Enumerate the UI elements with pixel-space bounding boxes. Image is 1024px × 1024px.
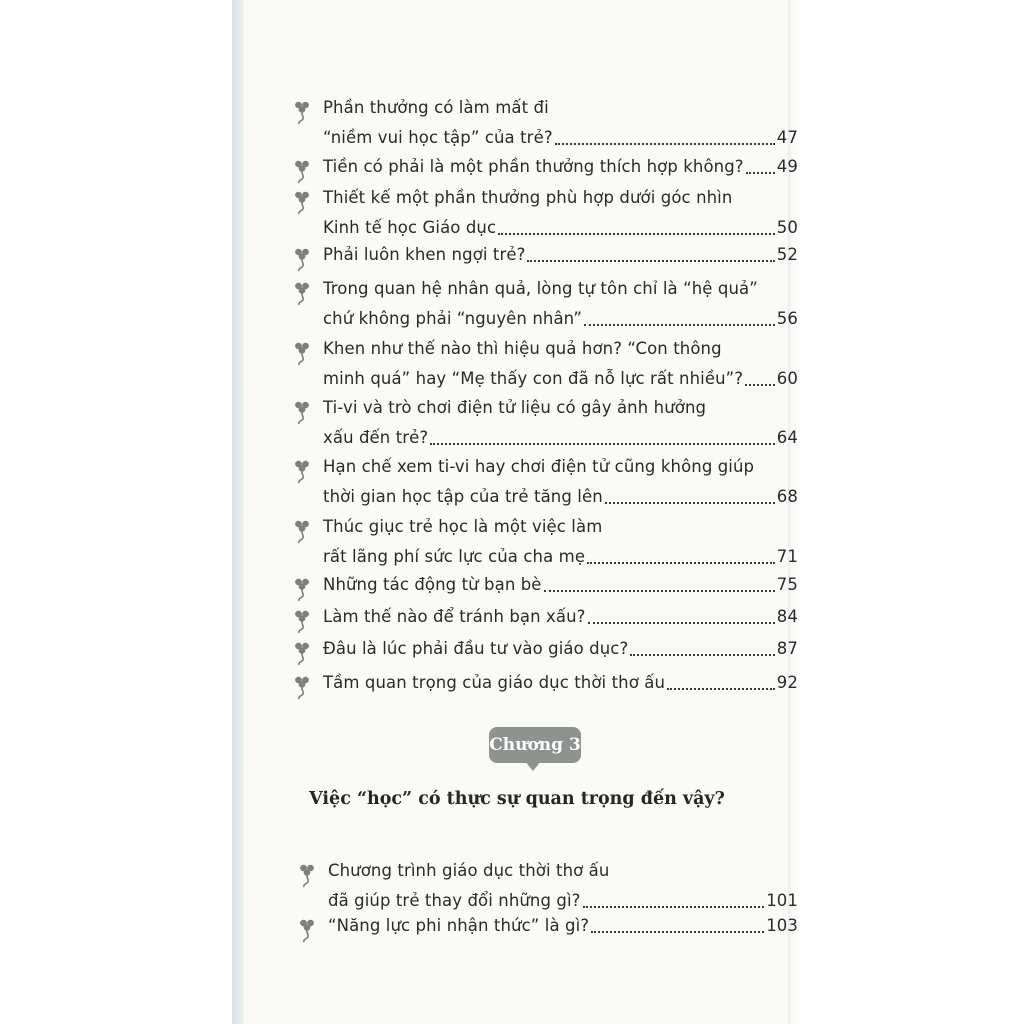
toc-entry-line bbox=[323, 304, 798, 334]
toc-page-number: 56 bbox=[776, 309, 798, 328]
toc-entry-title: Tầm quan trọng của giáo dục thời thơ ấu bbox=[323, 673, 666, 692]
toc-leader-dots bbox=[587, 562, 775, 564]
toc-page-number: 103 bbox=[766, 916, 798, 935]
toc-page-number: 52 bbox=[776, 245, 798, 264]
toc-entry-title: Ti-vi và trò chơi điện tử liệu có gây ảnh hưởng bbox=[323, 398, 707, 417]
toc-entry-title: Chương trình giáo dục thời thơ ấu bbox=[328, 861, 610, 880]
clover-sprout-icon bbox=[292, 608, 312, 636]
toc-page-number: 75 bbox=[776, 575, 798, 594]
toc-page-number: 68 bbox=[776, 487, 798, 506]
toc-entry-title: “niềm vui học tập” của trẻ? bbox=[323, 128, 553, 147]
toc-entry-title: đã giúp trẻ thay đổi những gì? bbox=[328, 891, 581, 910]
clover-sprout-icon bbox=[292, 158, 312, 186]
toc-page-number: 49 bbox=[776, 157, 798, 176]
toc-entry-title: Khen như thế nào thì hiệu quả hơn? “Con thông bbox=[323, 339, 722, 358]
toc-leader-dots bbox=[591, 931, 764, 933]
toc-entry-title: Tiền có phải là một phần thưởng thích hợp không? bbox=[323, 157, 744, 176]
toc-page-number: 50 bbox=[776, 218, 798, 237]
clover-sprout-icon bbox=[292, 246, 312, 274]
toc-leader-dots bbox=[667, 688, 775, 690]
toc-entry-title: Phần thưởng có làm mất đi bbox=[323, 98, 549, 117]
clover-sprout-icon bbox=[292, 399, 312, 427]
clover-sprout-icon bbox=[292, 280, 312, 308]
chapter-label: Chương 3 bbox=[489, 727, 581, 763]
clover-sprout-icon bbox=[292, 674, 312, 702]
toc-entry-title: Phải luôn khen ngợi trẻ? bbox=[323, 245, 526, 264]
toc-entry-line bbox=[323, 482, 798, 512]
toc-page-number: 87 bbox=[776, 639, 798, 658]
chapter-badge bbox=[489, 727, 581, 769]
toc-entry-line bbox=[323, 274, 798, 304]
toc-entry-line bbox=[323, 542, 798, 572]
clover-sprout-icon bbox=[297, 862, 317, 890]
toc-entry-title: minh quá” hay “Mẹ thấy con đã nỗ lực rất nhiều”? bbox=[323, 369, 744, 388]
toc-entry-title: “Năng lực phi nhận thức” là gì? bbox=[328, 916, 590, 935]
chapter-badge-tail bbox=[525, 761, 541, 771]
clover-sprout-icon bbox=[292, 518, 312, 546]
clover-sprout-icon bbox=[292, 340, 312, 368]
page-edge-left bbox=[232, 0, 244, 1024]
toc-entry-line bbox=[323, 668, 798, 698]
toc-leader-dots bbox=[527, 260, 774, 262]
toc-leader-dots bbox=[583, 906, 765, 908]
toc-entry-line bbox=[323, 452, 798, 482]
toc-leader-dots bbox=[584, 324, 775, 326]
toc-entry-line bbox=[323, 634, 798, 664]
toc-entry-title: thời gian học tập của trẻ tăng lên bbox=[323, 487, 603, 506]
toc-page-number: 64 bbox=[776, 428, 798, 447]
toc-entry-line bbox=[323, 334, 798, 364]
toc-entry-line bbox=[323, 240, 798, 270]
toc-page-number: 92 bbox=[776, 673, 798, 692]
toc-leader-dots bbox=[430, 443, 775, 445]
toc-entry-line bbox=[328, 856, 798, 886]
toc-leader-dots bbox=[745, 384, 775, 386]
toc-entry-title: Những tác động từ bạn bè bbox=[323, 575, 542, 594]
toc-entry-line bbox=[323, 123, 798, 153]
toc-page-number: 47 bbox=[776, 128, 798, 147]
toc-entry-line bbox=[323, 93, 798, 123]
clover-sprout-icon bbox=[297, 917, 317, 945]
toc-entry-line bbox=[323, 602, 798, 632]
toc-entry-title: Thiết kế một phần thưởng phù hợp dưới góc nhìn bbox=[323, 188, 733, 207]
toc-entry-line bbox=[323, 183, 798, 213]
toc-leader-dots bbox=[588, 622, 775, 624]
toc-entry-line bbox=[323, 364, 798, 394]
toc-leader-dots bbox=[544, 590, 775, 592]
toc-entry-title: rất lãng phí sức lực của cha mẹ bbox=[323, 547, 586, 566]
toc-entry-line bbox=[323, 512, 798, 542]
toc-page-number: 84 bbox=[776, 607, 798, 626]
chapter-title: Việc “học” có thực sự quan trọng đến vậy? bbox=[309, 789, 725, 809]
toc-leader-dots bbox=[498, 233, 775, 235]
toc-entry-line bbox=[323, 393, 798, 423]
toc-entry-title: xấu đến trẻ? bbox=[323, 428, 429, 447]
toc-leader-dots bbox=[605, 502, 775, 504]
toc-entry-title: Hạn chế xem ti-vi hay chơi điện tử cũng không giúp bbox=[323, 457, 755, 476]
toc-entry-line bbox=[323, 213, 798, 243]
toc-entry-line bbox=[323, 570, 798, 600]
toc-entry-line bbox=[328, 911, 798, 941]
clover-sprout-icon bbox=[292, 576, 312, 604]
toc-entry-title: chứ không phải “nguyên nhân” bbox=[323, 309, 582, 328]
toc-leader-dots bbox=[746, 172, 775, 174]
toc-page-number: 71 bbox=[776, 547, 798, 566]
toc-entry-line bbox=[323, 423, 798, 453]
toc-leader-dots bbox=[630, 654, 774, 656]
toc-page-number: 101 bbox=[766, 891, 798, 910]
clover-sprout-icon bbox=[292, 458, 312, 486]
clover-sprout-icon bbox=[292, 99, 312, 127]
clover-sprout-icon bbox=[292, 189, 312, 217]
toc-entry-line bbox=[323, 152, 798, 182]
toc-entry-title: Thúc giục trẻ học là một việc làm bbox=[323, 517, 603, 536]
toc-entry-title: Đâu là lúc phải đầu tư vào giáo dục? bbox=[323, 639, 629, 658]
toc-page-number: 60 bbox=[776, 369, 798, 388]
toc-entry-title: Trong quan hệ nhân quả, lòng tự tôn chỉ là “hệ quả” bbox=[323, 279, 758, 298]
toc-leader-dots bbox=[555, 143, 775, 145]
toc-entry-title: Làm thế nào để tránh bạn xấu? bbox=[323, 607, 586, 626]
clover-sprout-icon bbox=[292, 640, 312, 668]
toc-entry-title: Kinh tế học Giáo dục bbox=[323, 218, 497, 237]
